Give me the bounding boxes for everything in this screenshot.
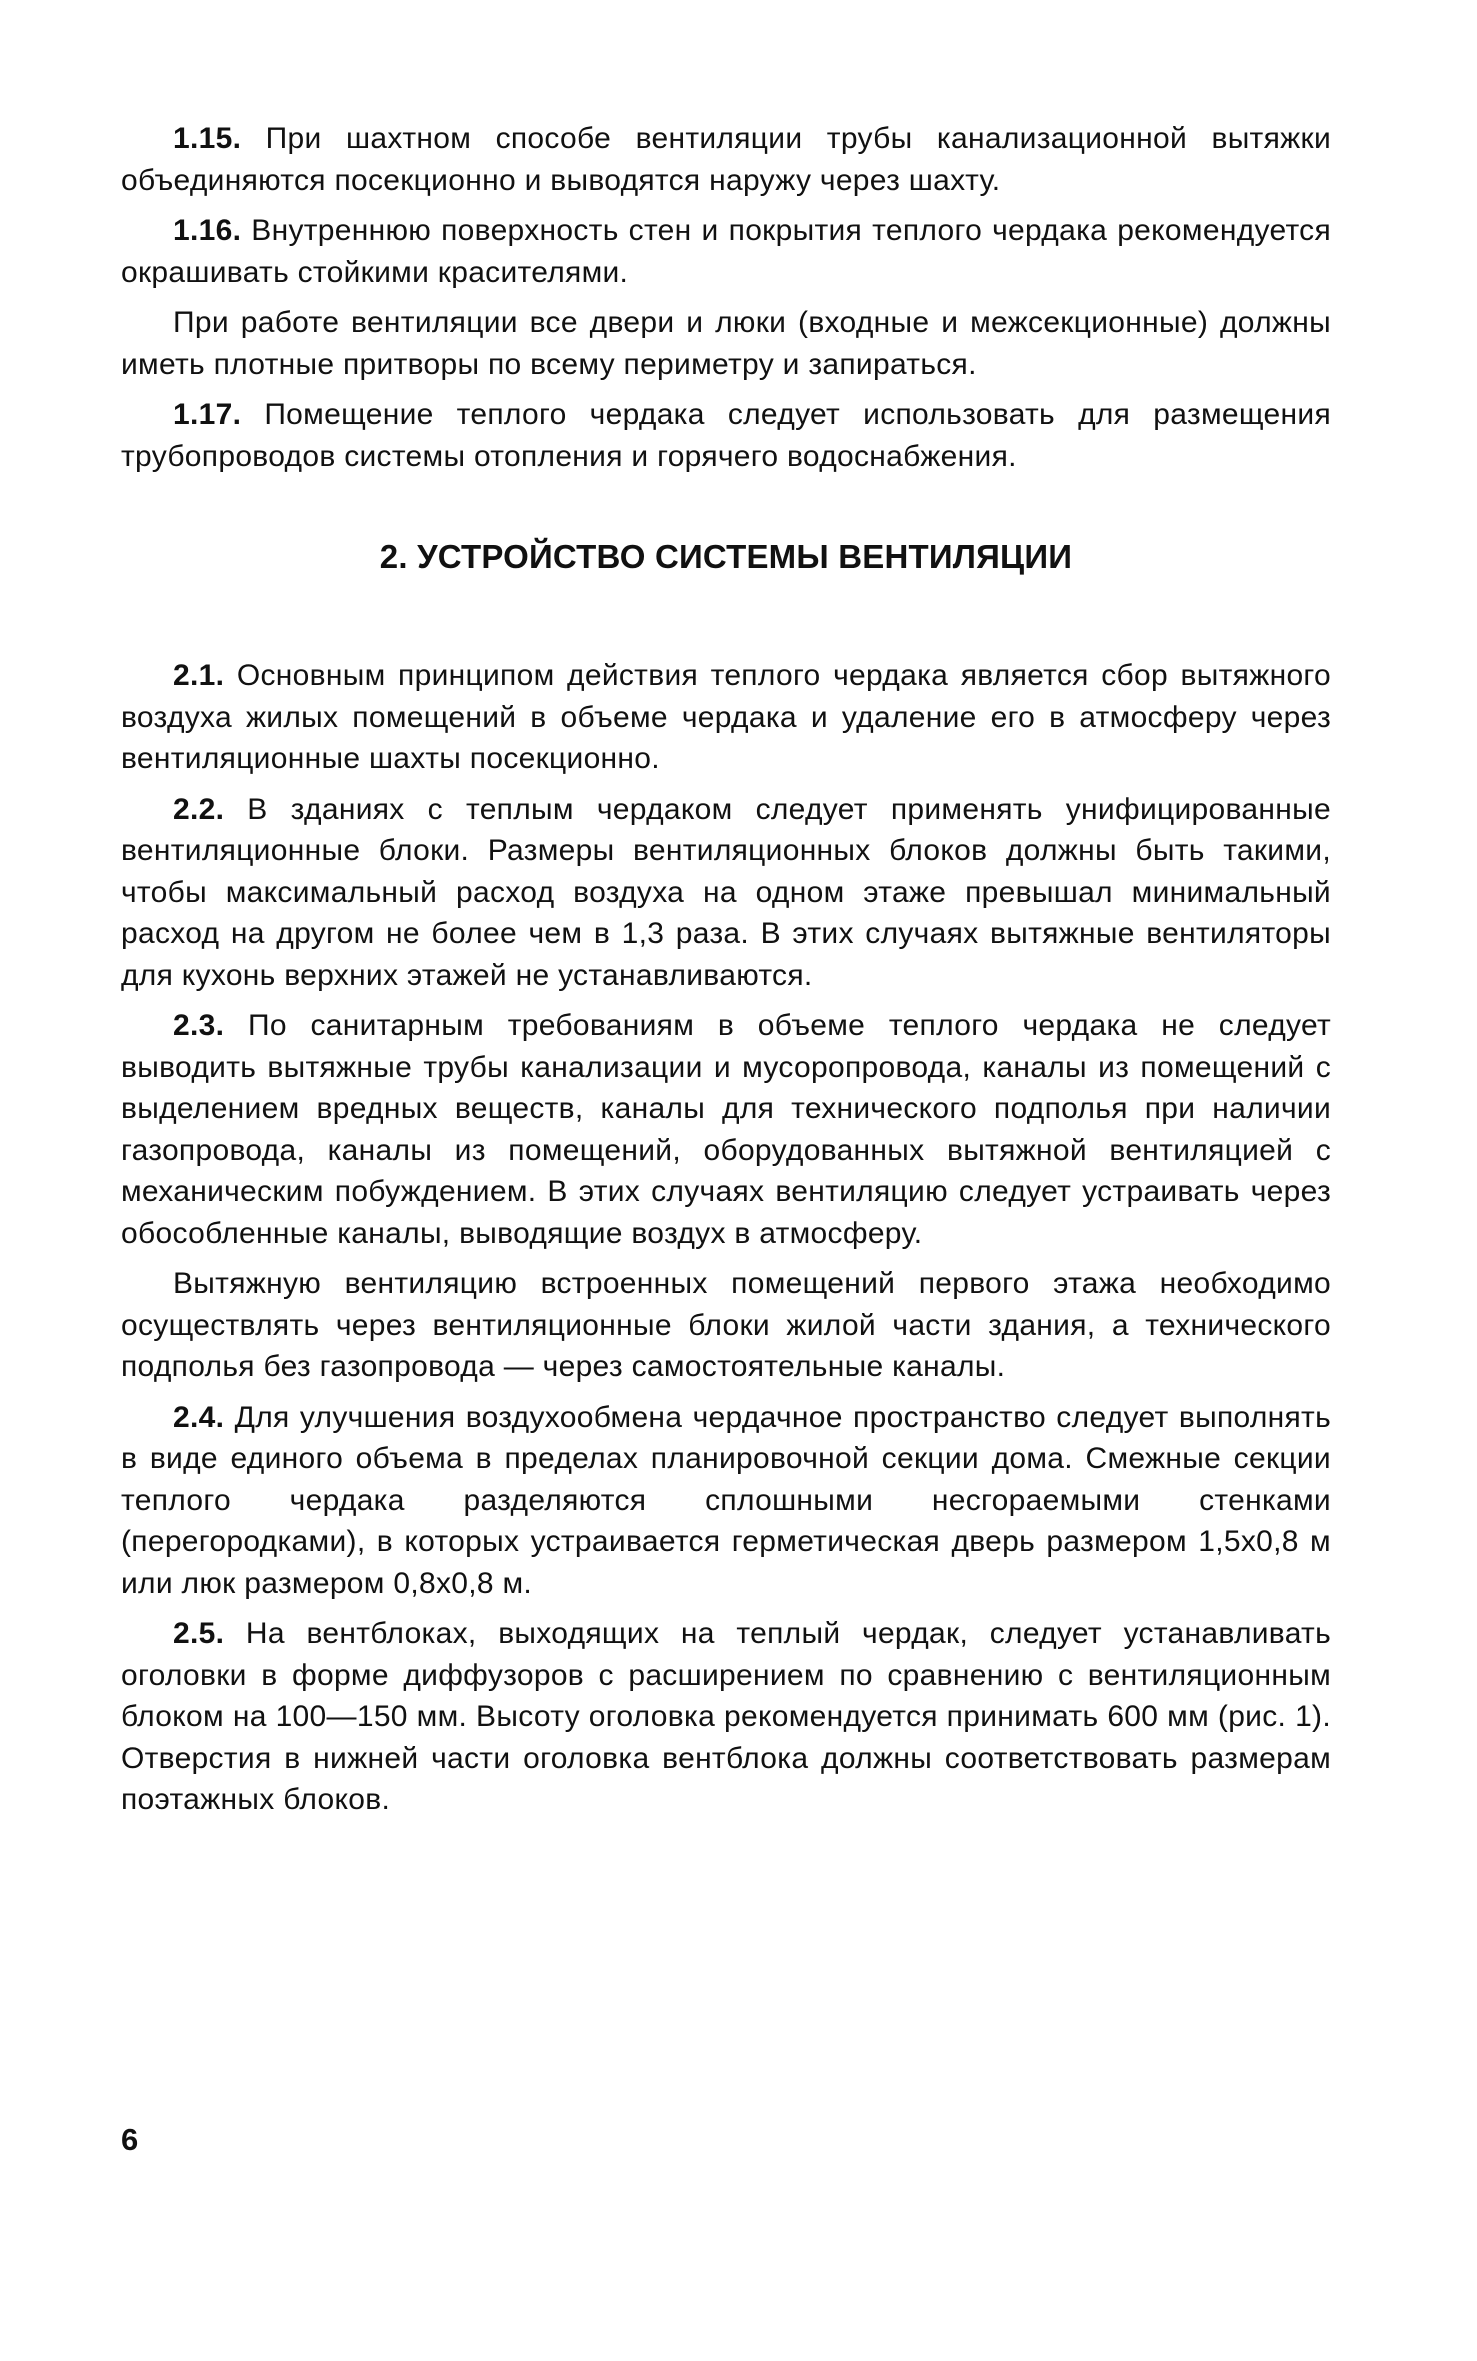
paragraph-number: 1.17. bbox=[173, 398, 242, 431]
paragraph-text: Внутреннюю поверхность стен и покрытия теплого чердака рекомендуется окрашивать стойкими красителями. bbox=[121, 214, 1331, 289]
paragraph-2-5 bbox=[121, 1613, 1331, 1821]
paragraph-number: 2.2. bbox=[173, 792, 225, 826]
page-number: 6 bbox=[121, 2122, 139, 2157]
paragraph-text: Помещение теплого чердака следует использовать для размещения трубопроводов системы отопления и горячего водоснабжения. bbox=[121, 398, 1331, 473]
paragraph-text: Вытяжную вентиляцию встроенных помещений первого этажа необходимо осуществлять через вентиляционные блоки жилой части здания, а технического подполья без газопровода — через самостоятельные каналы. bbox=[121, 1267, 1331, 1383]
paragraph-1-17 bbox=[121, 394, 1331, 477]
paragraph-1-15 bbox=[121, 118, 1331, 201]
paragraph-text: В зданиях с теплым чердаком следует применять унифицированные вентиляционные блоки. Размеры вентиляционных блоков должны быть такими, чтобы максимальный расход воздуха на одном этаже превышал минимальный расход на другом не более чем в 1,3 раза. В этих случаях вытяжные вентиляторы для кухонь верхних этажей не устанавливаются. bbox=[121, 792, 1331, 992]
paragraph-2-3 bbox=[121, 1005, 1331, 1254]
paragraph-2-1 bbox=[121, 655, 1331, 780]
paragraph-1-16-cont bbox=[121, 302, 1331, 385]
paragraph-number: 2.3. bbox=[173, 1009, 225, 1042]
section-heading: 2. УСТРОЙСТВО СИСТЕМЫ ВЕНТИЛЯЦИИ bbox=[379, 538, 1073, 575]
page-body bbox=[121, 118, 1331, 1830]
paragraph-number: 1.15. bbox=[173, 122, 242, 155]
paragraph-2-2 bbox=[121, 789, 1331, 997]
paragraph-number: 2.4. bbox=[173, 1400, 225, 1434]
paragraph-text: Основным принципом действия теплого чердака является сбор вытяжного воздуха жилых помещений в объеме чердака и удаление его в атмосферу через вентиляционные шахты посекционно. bbox=[121, 659, 1332, 775]
paragraph-text: При шахтном способе вентиляции трубы канализационной вытяжки объединяются посекционно и выводятся наружу через шахту. bbox=[121, 122, 1331, 197]
paragraph-2-4 bbox=[121, 1397, 1331, 1605]
paragraph-text: Для улучшения воздухообмена чердачное пространство следует выполнять в виде единого объема в пределах планировочной секции дома. Смежные секции теплого чердака разделяются сплошными несгораемыми стенками (перегородками), в которых устраивается герметическая дверь размером 1,5х0,8 м или люк размером 0,8х0,8 м. bbox=[121, 1400, 1332, 1600]
paragraph-number: 1.16. bbox=[173, 214, 242, 247]
paragraph-1-16 bbox=[121, 210, 1331, 293]
paragraph-text: На вентблоках, выходящих на теплый чердак, следует устанавливать оголовки в форме диффузоров с расширением по сравнению с вентиляционным блоком на 100—150 мм. Высоту оголовка рекомендуется принимать 600 мм (рис. 1). Отверстия в нижней части оголовка вентблока должны соответствовать размерам поэтажных блоков. bbox=[121, 1617, 1331, 1816]
paragraph-text: По санитарным требованиям в объеме теплого чердака не следует выводить вытяжные трубы канализации и мусоропровода, каналы из помещений с выделением вредных веществ, каналы для технического подполья при наличии газопровода, каналы из помещений, оборудованных вытяжной вентиляцией с механическим побуждением. В этих случаях вентиляцию следует устраивать через обособленные каналы, выводящие воздух в атмосферу. bbox=[121, 1009, 1331, 1250]
paragraph-text: При работе вентиляции все двери и люки (входные и межсекционные) должны иметь плотные притворы по всему периметру и запираться. bbox=[121, 306, 1331, 381]
paragraph-number: 2.5. bbox=[173, 1617, 225, 1650]
paragraph-2-3-cont bbox=[121, 1263, 1331, 1388]
paragraph-number: 2.1. bbox=[173, 659, 225, 692]
